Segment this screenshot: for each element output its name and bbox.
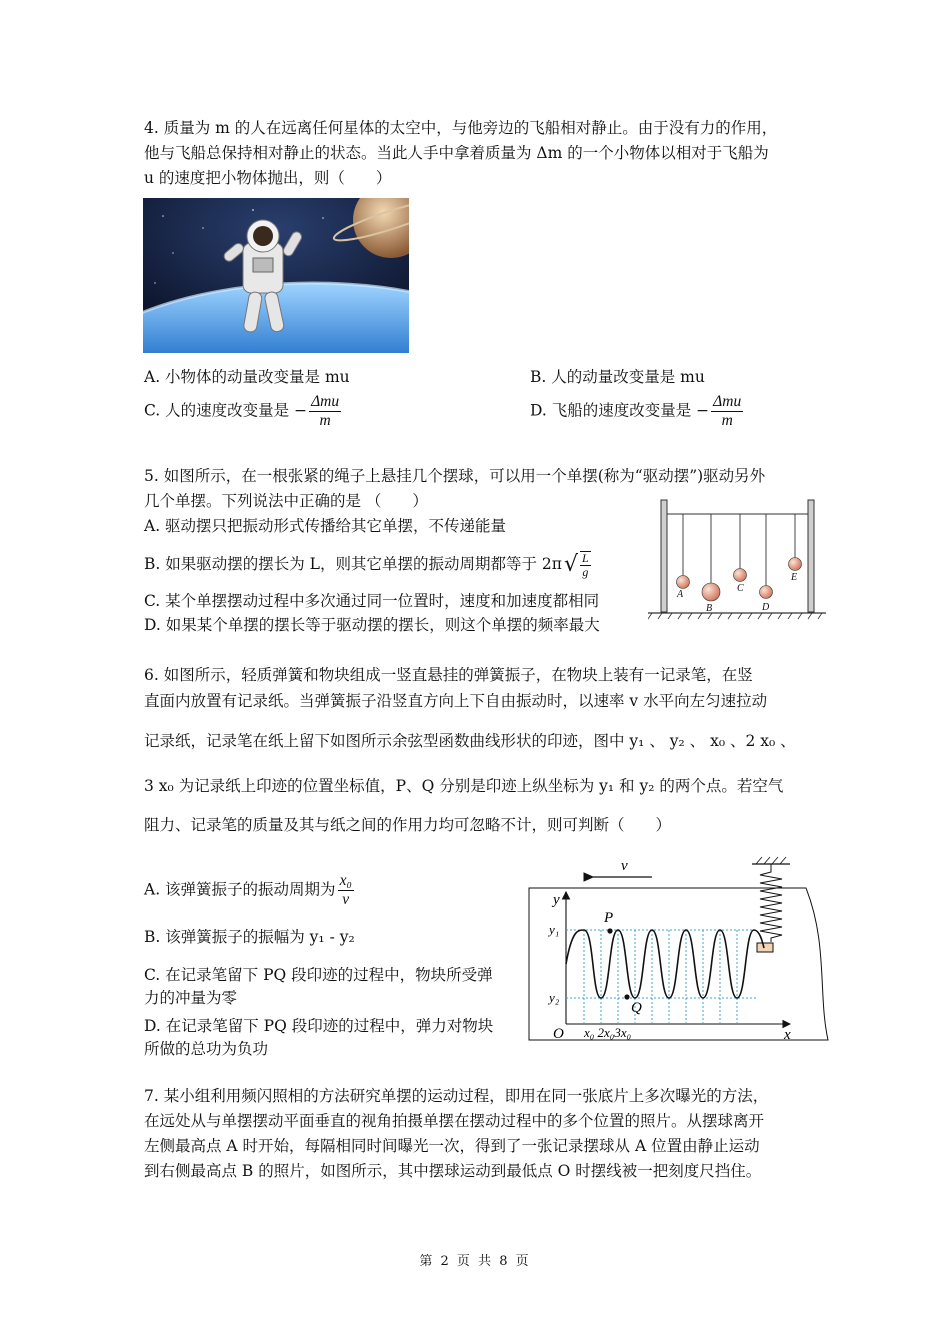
pendulum-ball-c xyxy=(734,569,747,582)
q-label: Q xyxy=(631,1000,642,1016)
q4-option-c xyxy=(144,393,343,430)
q6-option-d-line1: D. 在记录笔留下 PQ 段印迹的过程中，弹力对物块 xyxy=(144,1017,494,1035)
q7-stem-line4: 到右侧最高点 B 的照片，如图所示，其中摆球运动到最低点 O 时摆线被一把刻度尺挡住。 xyxy=(144,1162,762,1180)
q5-sqrt-denominator: g xyxy=(582,565,589,579)
point-p xyxy=(607,928,612,933)
page-footer: 第 2 页 共 8 页 xyxy=(419,1254,531,1269)
q6-option-a-denominator: v xyxy=(342,891,350,908)
pendulum-ball-a xyxy=(677,576,690,589)
label-c: C xyxy=(737,583,744,594)
x-axis-label: x xyxy=(784,1027,791,1043)
astronaut-photo xyxy=(143,198,409,353)
q4-option-a: A. 小物体的动量改变量是 mu xyxy=(144,368,350,386)
q4-option-d-numerator: Δmu xyxy=(713,393,742,410)
spring-oscillator-figure xyxy=(528,854,833,1044)
q5-option-a: A. 驱动摆只把振动形式传播给其它单摆，不传递能量 xyxy=(144,517,507,535)
q6-option-b: B. 该弹簧振子的振幅为 y₁ - y₂ xyxy=(144,928,355,946)
sqrt-expression: √ $\frac{L}{g}$ xyxy=(563,551,589,579)
q7-stem-line3: 左侧最高点 A 时开始，每隔相同时间曝光一次，得到了一张记录摆球从 A 位置由静止运动 xyxy=(144,1137,760,1155)
q7-stem-line2: 在远处从与单摆摆动平面垂直的视角拍摄单摆在摆动过程中的多个位置的照片。从摆球离开 xyxy=(144,1112,765,1130)
q4-option-d-text: D. 飞船的速度改变量是 − xyxy=(530,401,710,420)
q5-stem-line2: 几个单摆。下列说法中正确的是 （ ） xyxy=(144,492,428,510)
label-d: D xyxy=(762,602,770,613)
origin-label: O xyxy=(553,1026,564,1042)
q4-option-c-numerator: Δmu xyxy=(311,393,340,410)
point-q xyxy=(624,994,629,999)
pendulum-figure xyxy=(648,496,826,626)
q6-stem-line3: 记录纸，记录笔在纸上留下如图所示余弦型函数曲线形状的印迹，图中 y₁ 、 y₂ 、 x₀ 、2 x₀ 、 xyxy=(144,732,796,750)
velocity-label: v xyxy=(621,858,628,874)
q6-option-c-line1: C. 在记录笔留下 PQ 段印迹的过程中，物块所受弹 xyxy=(144,966,493,984)
pendulum-ball-e xyxy=(789,558,802,571)
q4-stem-line2: 他与飞船总保持相对静止的状态。当此人手中拿着质量为 Δm 的一个小物体以相对于飞船为 xyxy=(144,144,769,162)
pendulum-ball-b xyxy=(702,583,720,601)
y1-label: y₁ xyxy=(549,922,560,937)
p-label: P xyxy=(604,910,614,926)
q5-sqrt-numerator: L xyxy=(581,551,589,565)
q6-option-a-text: A. 该弹簧振子的振动周期为 xyxy=(144,880,336,899)
label-a: A xyxy=(677,589,684,600)
q7-stem-line1: 7. 某小组利用频闪照相的方法研究单摆的运动过程，即用在同一张底片上多次曝光的方法， xyxy=(144,1087,769,1105)
q6-option-c-line2: 力的冲量为零 xyxy=(144,989,238,1007)
q4-option-d xyxy=(530,393,745,430)
q4-stem-line1: 4. 质量为 m 的人在远离任何星体的太空中，与他旁边的飞船相对静止。由于没有力的作用， xyxy=(144,119,778,137)
q5-stem-line1: 5. 如图所示，在一根张紧的绳子上悬挂几个摆球，可以用一个单摆(称为“驱动摆”)驱动另外 xyxy=(144,467,766,485)
spring xyxy=(760,864,782,942)
x-tick-labels: x₀ 2x₀3x₀ xyxy=(584,1025,632,1040)
spring-block xyxy=(757,943,773,952)
q5-option-d: D. 如果某个单摆的摆长等于驱动摆的摆长，则这个单摆的频率最大 xyxy=(144,616,600,634)
q6-stem-line2: 直面内放置有记录纸。当弹簧振子沿竖直方向上下自由振动时，以速率 v 水平向左匀速拉动 xyxy=(144,692,768,710)
y-axis-label: y xyxy=(553,892,560,908)
label-b: B xyxy=(706,603,713,614)
q6-stem-line4: 3 x₀ 为记录纸上印迹的位置坐标值，P、Q 分别是印迹上纵坐标为 y₁ 和 y₂ 的两个点。若空气 xyxy=(144,777,784,795)
q6-option-d-line2: 所做的总功为负功 xyxy=(144,1040,269,1058)
q4-option-b: B. 人的动量改变量是 mu xyxy=(530,368,705,386)
q6-option-a xyxy=(144,872,356,909)
pendulum-ball-d xyxy=(760,586,773,599)
q5-option-c: C. 某个单摆摆动过程中多次通过同一位置时，速度和加速度都相同 xyxy=(144,592,600,610)
label-e: E xyxy=(791,572,798,583)
y2-label: y₂ xyxy=(549,990,560,1005)
q4-stem-line3: u 的速度把小物体抛出，则（ ） xyxy=(144,169,392,187)
q5-option-b-text: B. 如果驱动摆的摆长为 L，则其它单摆的振动周期都等于 2π xyxy=(144,555,562,573)
q4-option-d-denominator: m xyxy=(721,412,733,429)
q4-option-c-denominator: m xyxy=(319,412,331,429)
q5-option-b xyxy=(144,551,593,579)
q4-option-c-text: C. 人的速度改变量是 − xyxy=(144,401,308,420)
q6-stem-line1: 6. 如图所示，轻质弹簧和物块组成一竖直悬挂的弹簧振子，在物块上装有一记录笔，在竖 xyxy=(144,666,753,684)
q6-option-a-numerator: x₀ xyxy=(339,872,352,889)
q6-stem-line5: 阻力、记录笔的质量及其与纸之间的作用力均可忽略不计，则可判断（ ） xyxy=(144,816,672,834)
trace-curve xyxy=(566,930,764,998)
